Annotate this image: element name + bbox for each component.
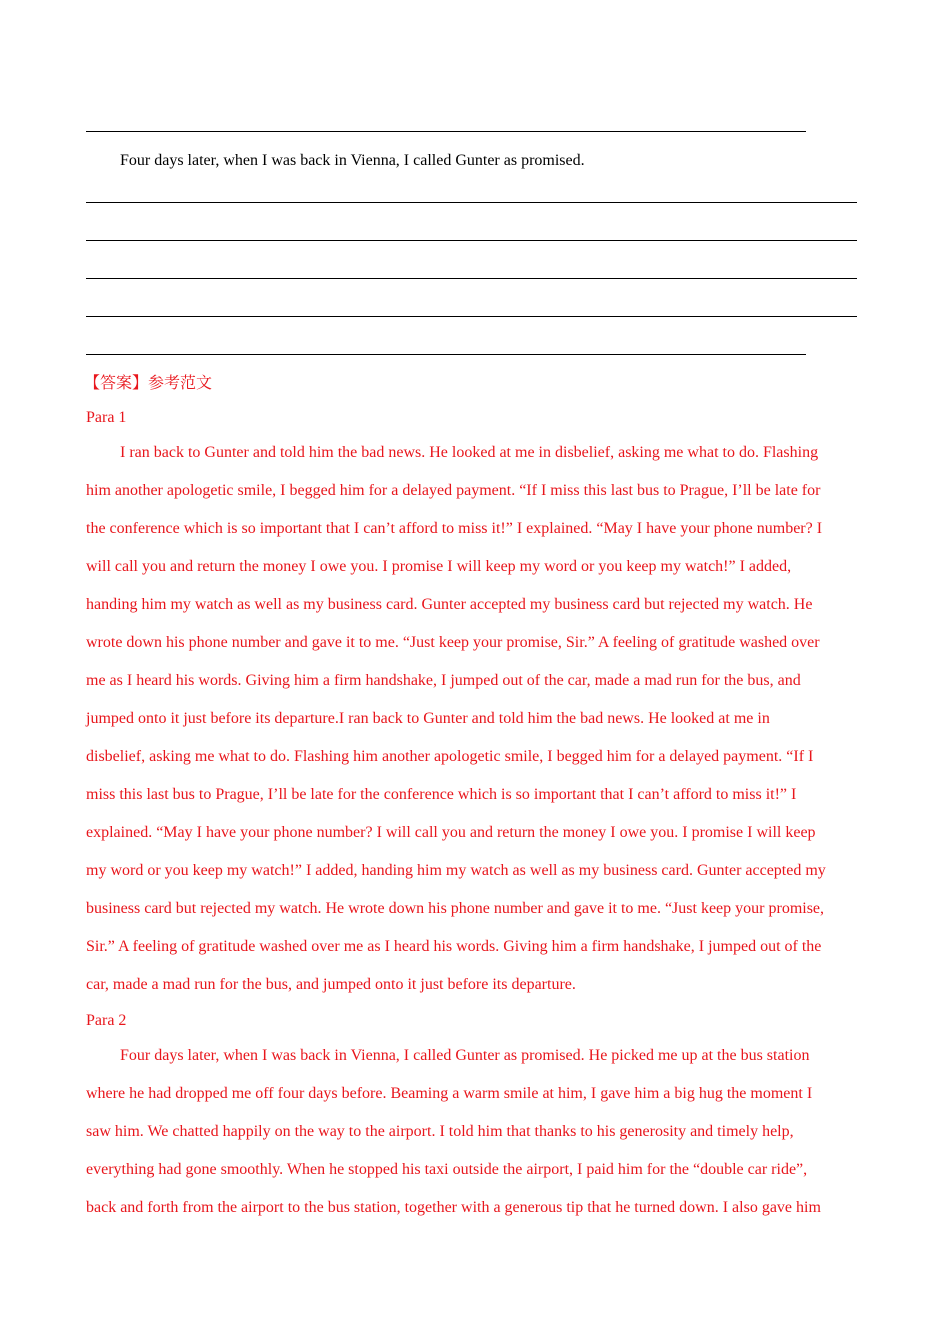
para1-label: Para 1 bbox=[86, 409, 127, 426]
writing-line bbox=[86, 278, 857, 279]
writing-line bbox=[86, 202, 857, 203]
para2-line: Four days later, when I was back in Vienna, I called Gunter as promised. He picked me up at the bus station bbox=[120, 1047, 810, 1064]
para2-line: where he had dropped me off four days before. Beaming a warm smile at him, I gave him a big hug the moment I bbox=[86, 1085, 813, 1102]
writing-line bbox=[86, 316, 857, 317]
para1-line: him another apologetic smile, I begged him for a delayed payment. “If I miss this last bus to Prague, I’ll be late for bbox=[86, 482, 821, 499]
para2-line: everything had gone smoothly. When he stopped his taxi outside the airport, I paid him for the “double car ride”, bbox=[86, 1161, 808, 1178]
para2-line: back and forth from the airport to the bus station, together with a generous tip that he turned down. I also gave him bbox=[86, 1199, 821, 1216]
para1-line: wrote down his phone number and gave it to me. “Just keep your promise, Sir.” A feeling of gratitude washed over bbox=[86, 634, 820, 651]
para1-line: car, made a mad run for the bus, and jumped onto it just before its departure. bbox=[86, 976, 576, 993]
para2-label: Para 2 bbox=[86, 1012, 127, 1029]
para1-line: explained. “May I have your phone number? I will call you and return the money I owe you. I promise I will keep bbox=[86, 824, 816, 841]
para1-line: will call you and return the money I owe you. I promise I will keep my word or you keep my watch!” I added, bbox=[86, 558, 792, 575]
para2-text bbox=[86, 1037, 857, 1227]
para1-line: the conference which is so important that I can’t afford to miss it!” I explained. “May I have your phone number? I bbox=[86, 520, 823, 537]
para2-line: saw him. We chatted happily on the way to the airport. I told him that thanks to his generosity and timely help, bbox=[86, 1123, 794, 1140]
para1-line: miss this last bus to Prague, I’ll be late for the conference which is so important that I can’t afford to miss it!” I bbox=[86, 786, 797, 803]
para1-line: business card but rejected my watch. He wrote down his phone number and gave it to me. “Just keep your promise, bbox=[86, 900, 825, 917]
para1-line: disbelief, asking me what to do. Flashing him another apologetic smile, I begged him for a delayed payment. “If I bbox=[86, 748, 814, 765]
writing-line bbox=[86, 240, 857, 241]
para2-prompt-sentence: Four days later, when I was back in Vienna, I called Gunter as promised. bbox=[120, 152, 585, 169]
para1-line: my word or you keep my watch!” I added, handing him my watch as well as my business card. Gunter accepted my bbox=[86, 862, 826, 879]
para1-line: jumped onto it just before its departure.I ran back to Gunter and told him the bad news. He looked at me in bbox=[86, 710, 770, 727]
writing-line bbox=[86, 131, 806, 132]
para1-line: me as I heard his words. Giving him a firm handshake, I jumped out of the car, made a mad run for the bus, and bbox=[86, 672, 801, 689]
para1-text bbox=[86, 434, 857, 1004]
para1-line: handing him my watch as well as my business card. Gunter accepted my business card but rejected my watch. He bbox=[86, 596, 813, 613]
para1-line: Sir.” A feeling of gratitude washed over me as I heard his words. Giving him a firm handshake, I jumped out of the bbox=[86, 938, 822, 955]
answer-heading: 【答案】参考范文 bbox=[84, 375, 213, 392]
para1-line: I ran back to Gunter and told him the bad news. He looked at me in disbelief, asking me what to do. Flashing bbox=[120, 444, 819, 461]
writing-line bbox=[86, 354, 806, 355]
